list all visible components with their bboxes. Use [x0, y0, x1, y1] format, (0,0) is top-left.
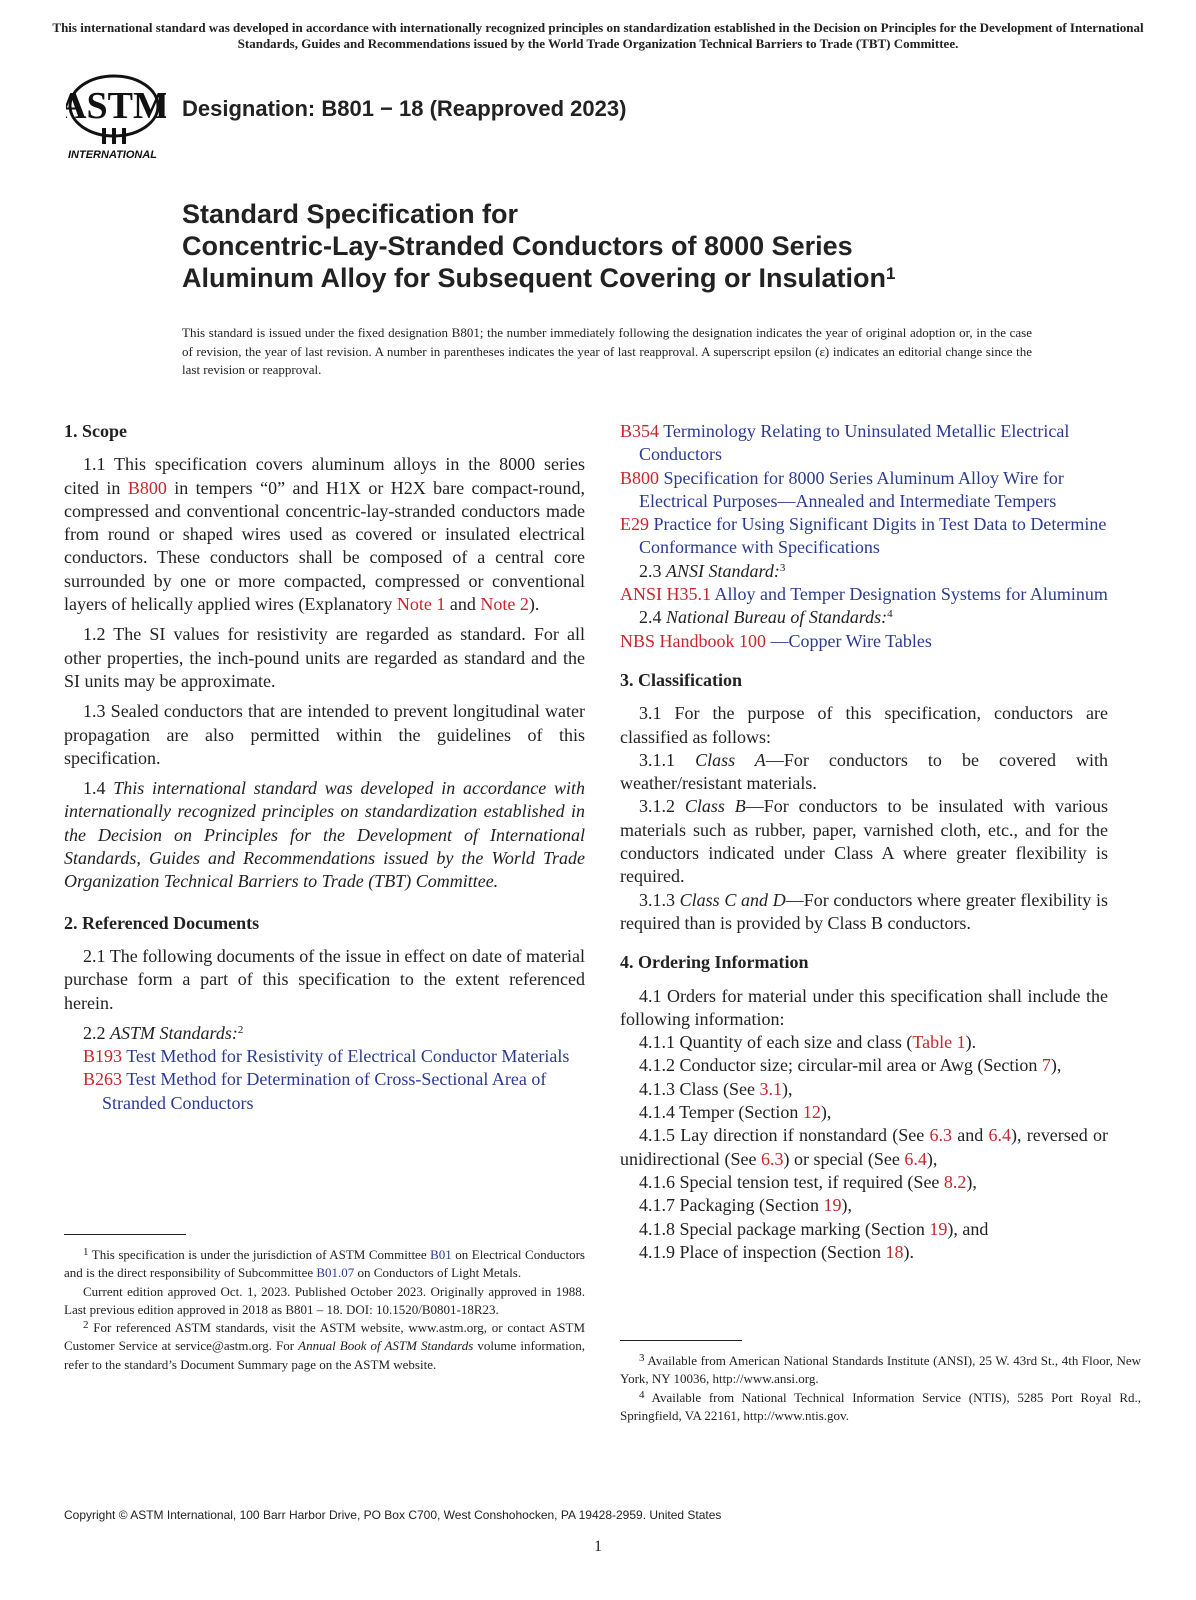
page-number: 1 [594, 1538, 602, 1555]
footnote-3: $^3$ Available from American National Standards Institute (ANSI), 25 W. 43rd St., 4th Floor, New York, NY 10036, http://www.ansi.org. [620, 1352, 1141, 1387]
para-3-1: 3.1 For the purpose of this specification, conductors are classified as follows: [620, 703, 1108, 747]
link-3-1[interactable]: 3.1 [759, 1078, 782, 1099]
copyright-footer: Copyright © ASTM International, 100 Barr Harbor Drive, PO Box C700, West Conshohocken, PA 19428-2959. United States [64, 1508, 722, 1522]
item-4-1-6: 4.1.6 Special tension test, if required (See 8.2), [639, 1171, 977, 1192]
ref-b263[interactable]: B263 Test Method for Determination of Cross-Sectional Area of Stranded Conductors [83, 1069, 547, 1113]
section-1-heading: 1. Scope [64, 421, 127, 441]
link-note-2[interactable]: Note 2 [480, 594, 529, 615]
item-4-1-7: 4.1.7 Packaging (Section 19), [639, 1195, 852, 1216]
item-4-1-2: 4.1.2 Conductor size; circular-mil area or Awg (Section 7), [639, 1055, 1062, 1076]
section-3-heading: 3. Classification [620, 669, 743, 690]
astm-standards-label: 2.2 ASTM Standards:$^2$ [83, 1022, 244, 1043]
link-6-3-b[interactable]: 6.3 [760, 1148, 784, 1169]
link-6-3[interactable]: 6.3 [929, 1125, 952, 1146]
para-4-1: 4.1 Orders for material under this specification shall include the following information: [620, 985, 1108, 1029]
item-4-1-5: 4.1.5 Lay direction if nonstandard (See 6.3 and 6.4), reversed or unidirectional (See 6.3) or special (See 6.4), [620, 1125, 1108, 1169]
section-4-heading: 4. Ordering Information [620, 952, 809, 973]
item-4-1-3: 4.1.3 Class (See 3.1), [639, 1078, 793, 1099]
item-4-1-4: 4.1.4 Temper (Section 12), [639, 1102, 832, 1123]
right-column [620, 420, 1108, 1264]
footnote-2: $^2$ For referenced ASTM standards, visit the ASTM website, www.astm.org, or contact ASTM Customer Service at service@astm.org. For Annual Book of ASTM Standards volume information, refer to the standard’s Document Summary page on the ASTM website. [64, 1319, 586, 1372]
para-1-1: 1.1 This specification covers aluminum alloys in the 8000 series cited in B800 in tempers “0” and H1X or H2X bare compact-round, compressed and conventional concentric-lay-stranded conductors made from round or shaped wires used as covered or insulated electrical conductors. These conductors shall be composed of a central core surrounded by one or more compacted, compressed or conventional layers of helically applied wires (Explanatory Note 1 and Note 2). [64, 454, 585, 615]
footnote-4: $^4$ Available from National Technical Information Service (NTIS), 5285 Port Royal Rd., Springfield, VA 22161, http://www.ntis.gov. [620, 1388, 1141, 1423]
designation: Designation: B801 − 18 (Reapproved 2023) [182, 96, 627, 121]
para-3-1-2: 3.1.2 Class B—For conductors to be insulated with various materials such as rubber, paper, varnished cloth, etc., and for the conductors indicated under Class A where greater flexibility is required. [620, 796, 1109, 887]
section-2-heading: 2. Referenced Documents [64, 912, 260, 933]
item-4-1-8: 4.1.8 Special package marking (Section 19), and [639, 1218, 989, 1239]
ref-b193[interactable]: B193 Test Method for Resistivity of Electrical Conductor Materials [83, 1046, 570, 1067]
ref-b354[interactable]: B354 Terminology Relating to Uninsulated Metallic Electrical Conductors [620, 421, 1070, 465]
footnote-rule-right [620, 1340, 742, 1341]
title-line-3: Aluminum Alloy for Subsequent Covering or Insulation$^1$ [182, 263, 896, 293]
link-section-12[interactable]: 12 [802, 1102, 821, 1123]
link-note-1[interactable]: Note 1 [396, 594, 446, 615]
para-3-1-3: 3.1.3 Class C and D—For conductors where greater flexibility is required than is provided by Class B conductors. [620, 889, 1108, 933]
link-section-7[interactable]: 7 [1041, 1055, 1051, 1076]
item-4-1-1: 4.1.1 Quantity of each size and class (Table 1). [639, 1032, 977, 1053]
document-title [182, 198, 1082, 294]
astm-logo [66, 72, 166, 164]
link-6-4[interactable]: 6.4 [988, 1125, 1012, 1146]
title-line-1: Standard Specification for [182, 199, 519, 229]
link-section-19-b[interactable]: 19 [929, 1218, 948, 1239]
ref-nbs-handbook-100[interactable]: NBS Handbook 100 —Copper Wire Tables [620, 630, 932, 651]
nbs-label: 2.4 National Bureau of Standards:$^4$ [639, 607, 893, 628]
astm-logo-icon [66, 72, 166, 164]
footnotes-left [64, 1246, 585, 1374]
para-1-4: 1.4 This international standard was developed in accordance with internationally recognized principles on standardization established in the Decision on Principles for the Development of International Standards, Guides and Recommendations issued by the World Trade Organization Technical Barriers to Trade (TBT) Committee. [64, 778, 585, 892]
preamble: This standard is issued under the fixed designation B801; the number immediately following the designation indicates the year of original adoption or, in the case of revision, the year of last revision. A number in parentheses indicates the year of last reapproval. A superscript epsilon (ε) indicates an editorial change since the last revision or reapproval. [182, 325, 1032, 377]
footnote-1: $^1$ This specification is under the jurisdiction of ASTM Committee B01 on Electrical Conductors and is the direct responsibility of Subcommittee B01.07 on Conductors of Light Metals. [64, 1246, 585, 1281]
top-note: This international standard was developed in accordance with internationally recognized principles on standardization established in the Decision on Principles for the Development of International Standards, Guides and Recommendations issued by the World Trade Organization Technical Barriers to Trade (TBT) Committee. [52, 20, 1144, 51]
link-section-18[interactable]: 18 [885, 1241, 904, 1262]
ref-b800[interactable]: B800 Specification for 8000 Series Aluminum Alloy Wire for Electrical Purposes—Annealed and Intermediate Tempers [620, 467, 1064, 511]
ref-e29[interactable]: E29 Practice for Using Significant Digits in Test Data to Determine Conformance with Specifications [620, 514, 1107, 558]
logo-subtext: INTERNATIONAL [68, 149, 158, 161]
link-8-2[interactable]: 8.2 [943, 1171, 967, 1192]
para-3-1-1: 3.1.1 Class A—For conductors to be covered with weather/resistant materials. [620, 749, 1109, 794]
para-1-3: 1.3 Sealed conductors that are intended to prevent longitudinal water propagation are also permitted within the guidelines of this specification. [64, 701, 585, 768]
link-b01-07[interactable]: B01.07 [316, 1265, 355, 1281]
link-table-1[interactable]: Table 1 [912, 1032, 966, 1053]
title-footnote-mark: 1 [886, 264, 896, 283]
link-section-19[interactable]: 19 [823, 1195, 842, 1216]
footnote-1-edition: Current edition approved Oct. 1, 2023. Published October 2023. Originally approved in 1988. Last previous edition approved in 2018 as B801 – 18. DOI: 10.1520/B0801-18R23. [64, 1283, 585, 1317]
ansi-standard-label: 2.3 ANSI Standard:$^3$ [639, 560, 786, 581]
item-4-1-9: 4.1.9 Place of inspection (Section 18). [639, 1241, 914, 1262]
footnotes-right [620, 1352, 1141, 1425]
para-2-1: 2.1 The following documents of the issue in effect on date of material purchase form a part of this specification to the extent referenced herein. [64, 945, 585, 1013]
link-6-4-b[interactable]: 6.4 [904, 1148, 927, 1169]
left-column [64, 420, 585, 1115]
link-b01[interactable]: B01 [430, 1247, 452, 1262]
logo-text: ASTM [66, 85, 166, 127]
para-1-2: 1.2 The SI values for resistivity are regarded as standard. For all other properties, the inch-pound units are regarded as standard and the SI units may be approximate. [64, 624, 585, 691]
ref-ansi-h35-1[interactable]: ANSI H35.1 Alloy and Temper Designation Systems for Aluminum [620, 584, 1108, 605]
title-line-2: Concentric-Lay-Stranded Conductors of 8000 Series [182, 231, 853, 261]
link-b800[interactable]: B800 [127, 477, 167, 498]
footnote-rule-left [64, 1234, 186, 1235]
